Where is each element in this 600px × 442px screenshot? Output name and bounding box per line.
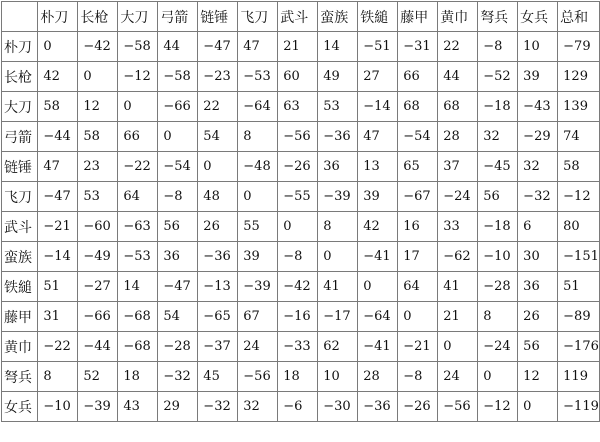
table-cell: −24: [438, 182, 478, 212]
row-header: 黄巾: [2, 332, 38, 362]
column-header: 铁縋: [358, 2, 398, 32]
table-cell: −151: [558, 242, 600, 272]
table-cell: −53: [238, 62, 278, 92]
table-cell: 64: [118, 182, 158, 212]
table-cell: 68: [398, 92, 438, 122]
table-cell: −41: [358, 242, 398, 272]
table-cell: 10: [318, 362, 358, 392]
table-cell: 39: [358, 182, 398, 212]
table-cell: 42: [358, 212, 398, 242]
table-row: [2, 392, 600, 422]
table-cell: −14: [358, 92, 398, 122]
table-row: [2, 92, 600, 122]
table-cell: −21: [398, 332, 438, 362]
row-header: 朴刀: [2, 32, 38, 62]
table-cell: 32: [478, 122, 518, 152]
column-header: 大刀: [118, 2, 158, 32]
table-cell: −39: [78, 392, 118, 422]
table-cell: −18: [478, 92, 518, 122]
table-cell: 30: [518, 242, 558, 272]
table-cell: 0: [278, 212, 318, 242]
table-cell: 56: [518, 332, 558, 362]
table-cell: −32: [518, 182, 558, 212]
table-cell: −8: [278, 242, 318, 272]
table-cell: −10: [478, 242, 518, 272]
table-cell: −55: [278, 182, 318, 212]
table-cell: −8: [158, 182, 198, 212]
table-cell: −12: [558, 182, 600, 212]
table-cell: −39: [318, 182, 358, 212]
table-cell: 8: [478, 302, 518, 332]
table-cell: −14: [38, 242, 78, 272]
table-cell: 58: [38, 92, 78, 122]
table-cell: −8: [398, 362, 438, 392]
table-cell: 44: [438, 62, 478, 92]
table-cell: 0: [118, 92, 158, 122]
table-cell: −10: [38, 392, 78, 422]
table-cell: 47: [238, 32, 278, 62]
table-cell: −56: [438, 392, 478, 422]
table-cell: 0: [478, 362, 518, 392]
table-cell: 68: [438, 92, 478, 122]
table-cell: −37: [198, 332, 238, 362]
table-cell: −44: [78, 332, 118, 362]
table-cell: 31: [38, 302, 78, 332]
table-cell: 48: [198, 182, 238, 212]
table-cell: 24: [438, 362, 478, 392]
table-cell: −176: [558, 332, 600, 362]
table-cell: 12: [518, 362, 558, 392]
table-cell: −47: [38, 182, 78, 212]
table-cell: 119: [558, 362, 600, 392]
table-cell: 66: [398, 62, 438, 92]
column-header: 链锤: [198, 2, 238, 32]
column-header: 朴刀: [38, 2, 78, 32]
table-cell: −22: [38, 332, 78, 362]
table-cell: −26: [398, 392, 438, 422]
table-cell: 21: [438, 302, 478, 332]
table-cell: 63: [278, 92, 318, 122]
table-cell: −43: [518, 92, 558, 122]
table-cell: −26: [278, 152, 318, 182]
table-cell: −29: [518, 122, 558, 152]
column-header: 女兵: [518, 2, 558, 32]
table-cell: 0: [398, 302, 438, 332]
header-row: [2, 2, 600, 32]
row-header: 蛮族: [2, 242, 38, 272]
column-header: 飞刀: [238, 2, 278, 32]
table-cell: −47: [198, 32, 238, 62]
table-cell: −68: [118, 332, 158, 362]
table-cell: 28: [358, 362, 398, 392]
table-cell: 16: [398, 212, 438, 242]
table-cell: −67: [398, 182, 438, 212]
table-cell: 66: [118, 122, 158, 152]
table-cell: −6: [278, 392, 318, 422]
table-cell: −42: [78, 32, 118, 62]
table-cell: −62: [438, 242, 478, 272]
table-cell: 60: [278, 62, 318, 92]
table-cell: 58: [78, 122, 118, 152]
table-cell: 62: [318, 332, 358, 362]
table-cell: 23: [78, 152, 118, 182]
table-cell: 13: [358, 152, 398, 182]
column-header: 蛮族: [318, 2, 358, 32]
table-cell: −18: [478, 212, 518, 242]
table-cell: 18: [118, 362, 158, 392]
table-cell: −30: [318, 392, 358, 422]
table-cell: −36: [358, 392, 398, 422]
table-cell: 80: [558, 212, 600, 242]
table-cell: −13: [198, 272, 238, 302]
table-cell: −42: [278, 272, 318, 302]
table-cell: −56: [278, 122, 318, 152]
table-cell: 39: [238, 242, 278, 272]
row-header: 女兵: [2, 392, 38, 422]
table-cell: −23: [198, 62, 238, 92]
table-cell: −47: [158, 272, 198, 302]
table-cell: −48: [238, 152, 278, 182]
table-cell: 14: [318, 32, 358, 62]
table-cell: 67: [238, 302, 278, 332]
table-cell: 21: [278, 32, 318, 62]
table-row: [2, 332, 600, 362]
table-cell: 37: [438, 152, 478, 182]
table-cell: 55: [238, 212, 278, 242]
table-row: [2, 302, 600, 332]
table-cell: −63: [118, 212, 158, 242]
table-cell: 47: [358, 122, 398, 152]
table-cell: 10: [518, 32, 558, 62]
table-cell: −36: [198, 242, 238, 272]
table-cell: 36: [518, 272, 558, 302]
table-cell: 22: [198, 92, 238, 122]
row-header: 大刀: [2, 92, 38, 122]
table-cell: 45: [198, 362, 238, 392]
table-cell: 18: [278, 362, 318, 392]
table-row: [2, 122, 600, 152]
table-cell: 52: [78, 362, 118, 392]
table-cell: 0: [198, 152, 238, 182]
table-row: [2, 212, 600, 242]
table-cell: 51: [558, 272, 600, 302]
table-cell: −66: [78, 302, 118, 332]
table-cell: 139: [558, 92, 600, 122]
table-cell: 42: [38, 62, 78, 92]
table-cell: 53: [78, 182, 118, 212]
column-header: 弩兵: [478, 2, 518, 32]
column-header: 总和: [558, 2, 600, 32]
table-cell: 0: [38, 32, 78, 62]
table-cell: −39: [238, 272, 278, 302]
table-cell: −58: [158, 62, 198, 92]
table-cell: −32: [158, 362, 198, 392]
row-header: 铁縋: [2, 272, 38, 302]
row-header: 弓箭: [2, 122, 38, 152]
table-cell: 0: [438, 332, 478, 362]
table-cell: 0: [358, 272, 398, 302]
table-cell: 49: [318, 62, 358, 92]
table-cell: 27: [358, 62, 398, 92]
table-cell: −16: [278, 302, 318, 332]
table-cell: −119: [558, 392, 600, 422]
table-cell: 24: [238, 332, 278, 362]
table-cell: 41: [318, 272, 358, 302]
table-row: [2, 152, 600, 182]
table-cell: −49: [78, 242, 118, 272]
table-cell: 58: [558, 152, 600, 182]
table-cell: −36: [318, 122, 358, 152]
table-cell: 29: [158, 392, 198, 422]
table-cell: −58: [118, 32, 158, 62]
table-cell: 14: [118, 272, 158, 302]
table-row: [2, 32, 600, 62]
table-cell: 22: [438, 32, 478, 62]
row-header: 长枪: [2, 62, 38, 92]
column-header: 长枪: [78, 2, 118, 32]
table-cell: 56: [158, 212, 198, 242]
table-cell: 28: [438, 122, 478, 152]
table-row: [2, 182, 600, 212]
table-cell: −66: [158, 92, 198, 122]
table-cell: 44: [158, 32, 198, 62]
table-cell: 6: [518, 212, 558, 242]
table-cell: 0: [518, 392, 558, 422]
table-cell: −54: [158, 152, 198, 182]
table-cell: 26: [518, 302, 558, 332]
table-cell: 0: [158, 122, 198, 152]
row-header: 弩兵: [2, 362, 38, 392]
table-row: [2, 242, 600, 272]
table-row: [2, 62, 600, 92]
table-cell: 56: [478, 182, 518, 212]
table-cell: 54: [158, 302, 198, 332]
table-cell: −33: [278, 332, 318, 362]
table-cell: 12: [78, 92, 118, 122]
table-cell: 26: [198, 212, 238, 242]
table-cell: 33: [438, 212, 478, 242]
table-cell: −24: [478, 332, 518, 362]
table-cell: −56: [238, 362, 278, 392]
corner-cell: [2, 2, 38, 32]
table-cell: −17: [318, 302, 358, 332]
table-cell: −31: [398, 32, 438, 62]
table-cell: −89: [558, 302, 600, 332]
table-cell: −41: [358, 332, 398, 362]
table-cell: −52: [478, 62, 518, 92]
column-header: 武斗: [278, 2, 318, 32]
table-cell: −22: [118, 152, 158, 182]
table-cell: −60: [78, 212, 118, 242]
table-cell: −28: [158, 332, 198, 362]
table-cell: −45: [478, 152, 518, 182]
table-cell: 51: [38, 272, 78, 302]
table-cell: −51: [358, 32, 398, 62]
table-cell: −68: [118, 302, 158, 332]
table-cell: 0: [238, 182, 278, 212]
table-cell: −44: [38, 122, 78, 152]
table-cell: −64: [358, 302, 398, 332]
column-header: 藤甲: [398, 2, 438, 32]
table-cell: −65: [198, 302, 238, 332]
table-cell: −64: [238, 92, 278, 122]
table-cell: 39: [518, 62, 558, 92]
table-body: [2, 2, 600, 422]
table-cell: 32: [518, 152, 558, 182]
row-header: 飞刀: [2, 182, 38, 212]
table-row: [2, 272, 600, 302]
table-cell: −12: [478, 392, 518, 422]
table-cell: −8: [478, 32, 518, 62]
table-cell: 41: [438, 272, 478, 302]
table-cell: 36: [318, 152, 358, 182]
matchup-table: [1, 1, 600, 422]
table-cell: 0: [318, 242, 358, 272]
table-cell: 8: [318, 212, 358, 242]
column-header: 黄巾: [438, 2, 478, 32]
table-cell: 32: [238, 392, 278, 422]
table-cell: 8: [238, 122, 278, 152]
table-cell: −12: [118, 62, 158, 92]
table-cell: 53: [318, 92, 358, 122]
table-cell: −54: [398, 122, 438, 152]
table-cell: 64: [398, 272, 438, 302]
table-cell: 36: [158, 242, 198, 272]
row-header: 武斗: [2, 212, 38, 242]
row-header: 链锤: [2, 152, 38, 182]
table-cell: 43: [118, 392, 158, 422]
table-cell: −28: [478, 272, 518, 302]
row-header: 藤甲: [2, 302, 38, 332]
table-cell: 47: [38, 152, 78, 182]
table-cell: 54: [198, 122, 238, 152]
table-row: [2, 362, 600, 392]
table-cell: −79: [558, 32, 600, 62]
table-cell: 129: [558, 62, 600, 92]
column-header: 弓箭: [158, 2, 198, 32]
table-cell: 65: [398, 152, 438, 182]
table-cell: 17: [398, 242, 438, 272]
table-cell: −27: [78, 272, 118, 302]
table-cell: 74: [558, 122, 600, 152]
table-cell: −21: [38, 212, 78, 242]
table-cell: −32: [198, 392, 238, 422]
table-cell: −53: [118, 242, 158, 272]
table-cell: 8: [38, 362, 78, 392]
table-cell: 0: [78, 62, 118, 92]
